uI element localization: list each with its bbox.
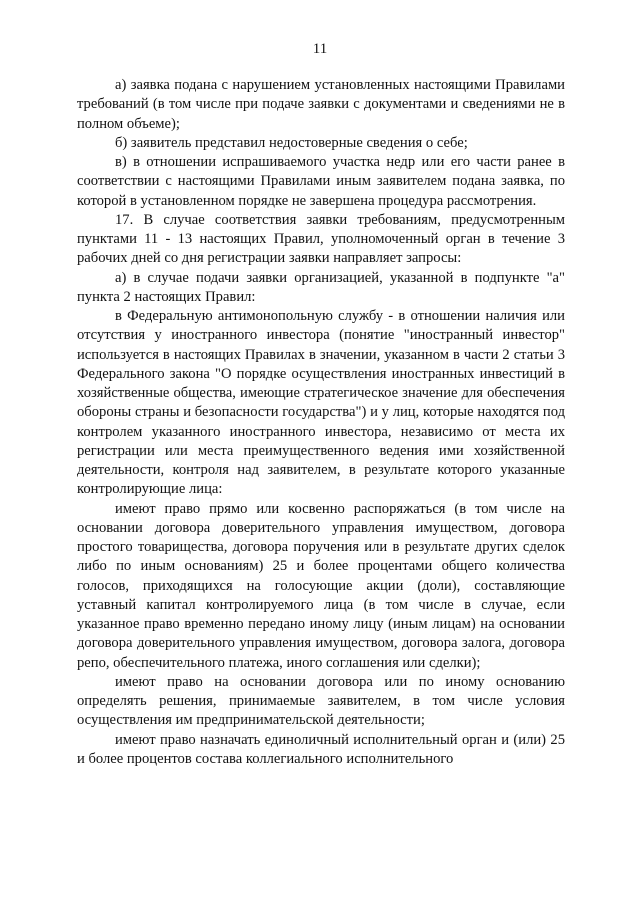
paragraph-fas-request: в Федеральную антимонопольную службу - в отношении наличия или отсутствия у иностранного инвестора (понятие "иностранный инвестор" используется в настоящих Правилах в значении, указанном в части 2 статьи 3 Федерального закона "О порядке осуществления иностранных инвестиций в хозяйственные общества, имеющие стратегическое значение для обеспечения обороны страны и безопасности государства") и у лиц, которые находятся под контролем указанного иностранного инвестора, независимо от места их регистрации или места преимущественного ведения ими хозяйственной деятельности, контроля над заявителем, в результате которого указанные контролирующие лица: — [77, 308, 565, 498]
document-body — [77, 76, 565, 769]
paragraph-16c: в) в отношении испрашиваемого участка недр или его части ранее в соответствии с настоящими Правилами иным заявителем подана заявка, по которой в установленном порядке не завершена процедура рассмотрения. — [77, 154, 565, 209]
page-number: 11 — [312, 41, 328, 57]
paragraph-17a: а) в случае подачи заявки организацией, указанной в подпункте "а" пункта 2 настоящих Правил: — [77, 269, 565, 305]
paragraph-voting-rights: имеют право прямо или косвенно распоряжаться (в том числе на основании договора доверительного управления имуществом, договора простого товарищества, договора поручения или в результате других сделок либо по иным основаниям) 25 и более процентами общего количества голосов, приходящихся на голосующие акции (доли), составляющие уставный капитал контролируемого лица (в том числе в случае, если указанное право временно передано иному лицу (иным лицам) на основании договора доверительного управления имуществом, договора залога, договора репо, обеспечительного платежа, иного соглашения или сделки); — [77, 500, 565, 671]
paragraph-16a: а) заявка подана с нарушением установленных настоящими Правилами требований (в том числе при подаче заявки с документами и сведениями не в полном объеме); — [77, 77, 565, 132]
paragraph-appointment-rights: имеют право назначать единоличный исполнительный орган и (или) 25 и более процентов состава коллегиального исполнительного — [77, 731, 565, 767]
paragraph-decision-rights: имеют право на основании договора или по иному основанию определять решения, принимаемые заявителем, в том числе условия осуществления им предпринимательской деятельности; — [77, 673, 565, 729]
paragraph-17: 17. В случае соответствия заявки требованиям, предусмотренным пунктами 11 - 13 настоящих Правил, уполномоченный орган в течение 3 рабочих дней со дня регистрации заявки направляет запросы: — [77, 211, 565, 267]
paragraph-16b: б) заявитель представил недостоверные сведения о себе; — [115, 134, 468, 151]
